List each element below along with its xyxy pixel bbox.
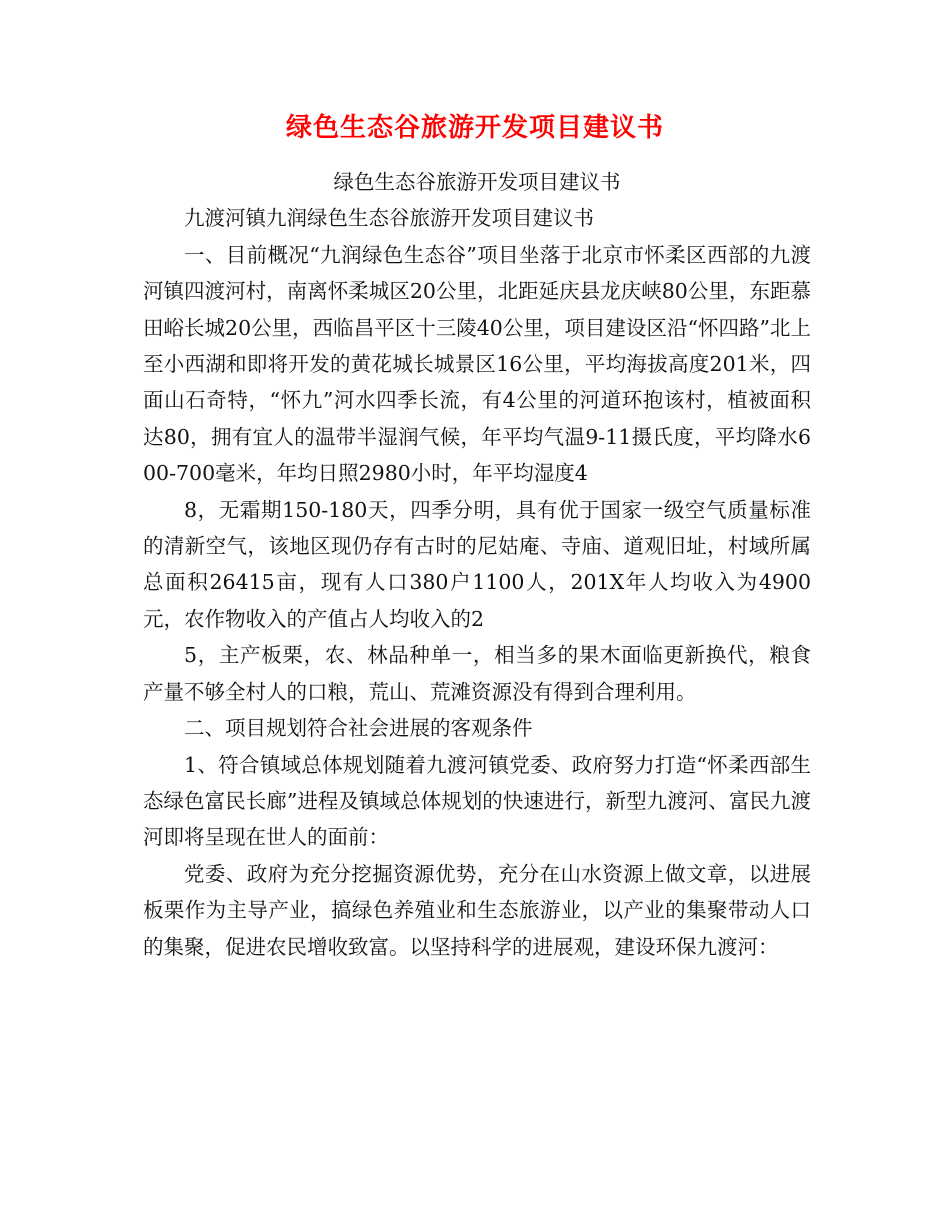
planning-paragraph: 1、符合镇域总体规划随着九渡河镇党委、政府努力打造“怀柔西部生态绿色富民长廊”进程及镇域总体规划的快速进行，新型九渡河、富民九渡河即将呈现在世人的面前： bbox=[143, 752, 811, 850]
document-body bbox=[143, 164, 811, 965]
document-title: 绿色生态谷旅游开发项目建议书 bbox=[285, 113, 664, 143]
heading-paragraph: 九渡河镇九润绿色生态谷旅游开发项目建议书 bbox=[184, 206, 594, 231]
section-heading: 二、项目规划符合社会进展的客观条件 bbox=[184, 716, 533, 741]
development-paragraph: 党委、政府为充分挖掘资源优势，充分在山水资源上做文章，以进展板栗作为主导产业，搞绿色养殖业和生态旅游业，以产业的集聚带动人口的集聚，促进农民增收致富。以坚持科学的进展观，建设环保九渡河： bbox=[143, 861, 811, 959]
climate-paragraph: 8，无霜期150-180天，四季分明，具有优于国家一级空气质量标准的清新空气，该地区现仍存有古时的尼姑庵、寺庙、道观旧址，村域所属总面积26415亩，现有人口380户1100人，201X年人均收入为4900元，农作物收入的产值占人均收入的2 bbox=[143, 497, 811, 631]
agriculture-paragraph: 5，主产板栗，农、林品种单一，相当多的果木面临更新换代，粮食产量不够全村人的口粮，荒山、荒滩资源没有得到合理利用。 bbox=[143, 643, 811, 704]
overview-paragraph: 一、目前概况“九润绿色生态谷”项目坐落于北京市怀柔区西部的九渡河镇四渡河村，南离怀柔城区20公里，北距延庆县龙庆峡80公里，东距慕田峪长城20公里，西临昌平区十三陵40公里，项目建设区沿“怀四路”北上至小西湖和即将开发的黄花城长城景区16公里，平均海拔高度201米，四面山石奇特，“怀九”河水四季长流，有4公里的河道环抱该村，植被面积达80，拥有宜人的温带半湿润气候，年平均气温9-11摄氏度，平均降水600-700毫米，年均日照2980小时，年平均湿度4 bbox=[143, 242, 811, 486]
subtitle-paragraph: 绿色生态谷旅游开发项目建议书 bbox=[333, 170, 621, 194]
